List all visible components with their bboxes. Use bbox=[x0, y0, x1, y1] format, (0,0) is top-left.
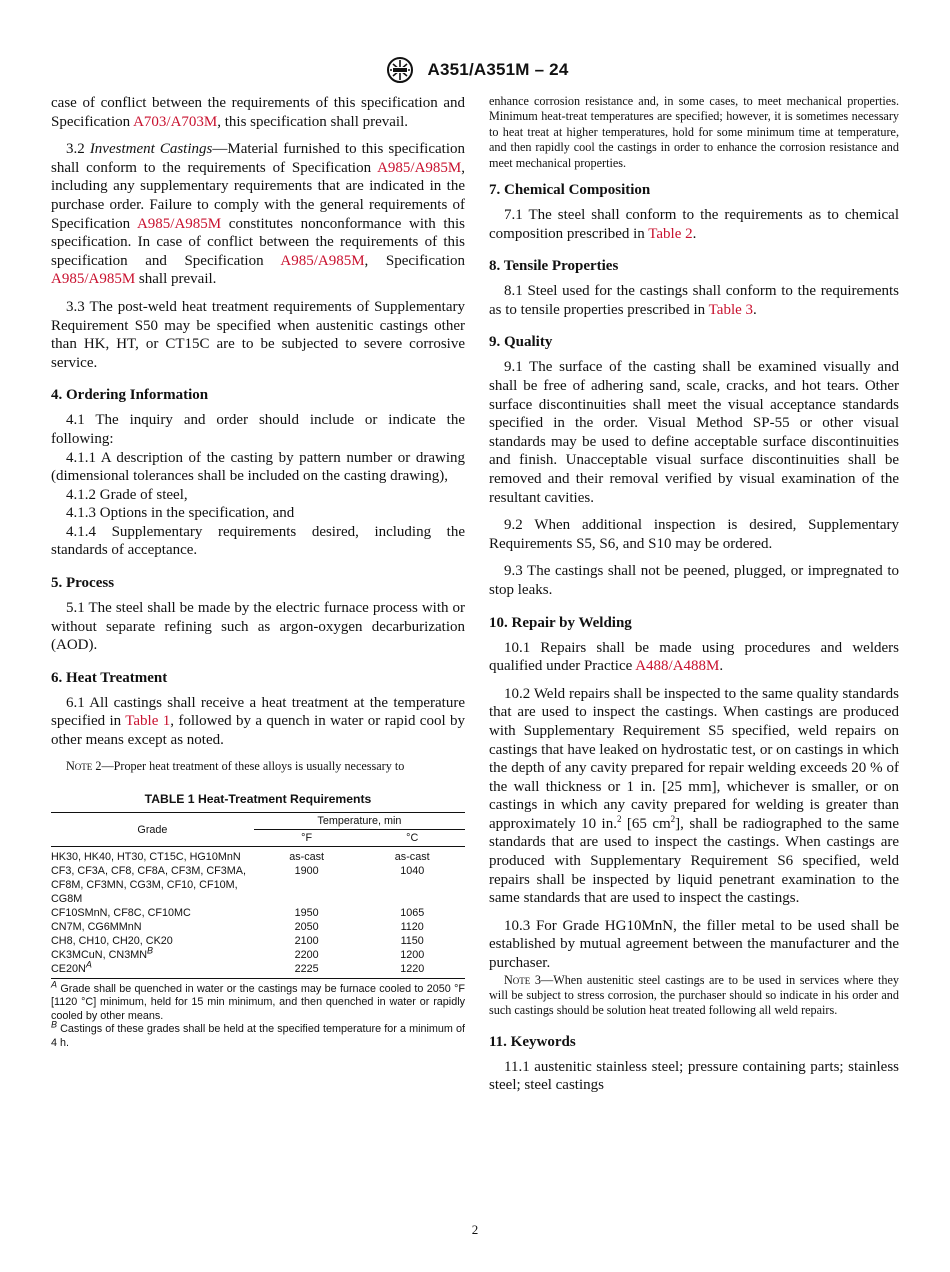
link-a985[interactable]: A985/A985M bbox=[377, 159, 462, 176]
para-4-1-4: 4.1.4 Supplementary requirements desired, including the standards of acceptance. bbox=[51, 523, 465, 559]
para-4-1-2: 4.1.2 Grade of steel, bbox=[66, 486, 188, 503]
table-row: CF3, CF3A, CF8, CF8A, CF3M, CF3MA, CF8M, CF3MN, CG3M, CF10, CF10M, CG8M 1900 1040 bbox=[51, 865, 425, 906]
para-3-3: 3.3 The post-weld heat treatment requirements of Supplementary Requirement S50 may be specified when austenitic castings other than HK, HT, or CT15C are to be subjected to severe corrosive service. bbox=[51, 298, 465, 371]
link-a985[interactable]: A985/A985M bbox=[51, 271, 136, 288]
page-number: 2 bbox=[471, 1222, 479, 1237]
para-4-1-1: 4.1.1 A description of the casting by pattern number or drawing (dimensional tolerances shall be included on the casting drawing), bbox=[51, 449, 465, 485]
table-row: HK30, HK40, HT30, CT15C, HG10MnN as-cast as-cast bbox=[51, 851, 430, 864]
astm-logo-icon bbox=[382, 56, 418, 84]
section-11-heading: 11. Keywords bbox=[489, 1033, 576, 1050]
para-4-1: 4.1 The inquiry and order should include or indicate the following: bbox=[51, 412, 465, 447]
link-table-1[interactable]: Table 1 bbox=[125, 713, 171, 730]
note-2-continued: enhance corrosion resistance and, in some cases, to meet mechanical properties. Minimum heat-treat temperatures are specified; however, it is sometimes necessary to heat treat at higher temperatures, hold for some minimum time at temperature, and then rapidly cool the castings in order to enhance the corrosion resistance and meet mechanical properties. bbox=[489, 94, 899, 170]
table-footnote-b: $^B$ Castings of these grades shall be held at the specified temperature for a minimum of 4 h. bbox=[51, 1019, 465, 1049]
link-table-3[interactable]: Table 3 bbox=[708, 301, 754, 318]
link-a703[interactable]: A703/A703M bbox=[133, 113, 218, 130]
right-column bbox=[489, 94, 899, 1104]
para-6-1: 6.1 All castings shall receive a heat treatment at the temperature specified in Table 1, followed by a quench in water or rapid cool by other means except as noted. bbox=[51, 694, 465, 749]
document-title: A351/A351M – 24 bbox=[427, 60, 569, 79]
para-9-1: 9.1 The surface of the casting shall be examined visually and shall be free of adhering sand, scale, cracks, and hot tears. Other surface discontinuities shall meet the visual acceptance standards specified in the order. Visual Method SP-55 or other visual standards may be used to define acceptable surface discontinuities and finish. Unacceptable visual surface discontinuities shall be removed and their removal verified by visual examination of the resultant cavities. bbox=[489, 359, 899, 506]
table-1-caption: TABLE 1 Heat-Treatment Requirements bbox=[144, 792, 372, 807]
col-header-temperature: Temperature, min bbox=[254, 813, 465, 830]
para-9-2: 9.2 When additional inspection is desired, Supplementary Requirements S5, S6, and S10 may be ordered. bbox=[489, 517, 899, 552]
table-footnote-a: $^A$ Grade shall be quenched in water or the castings may be furnace cooled to 2050 °F [1120 °C] minimum, held for 15 min minimum, and then quenched in water or rapidly cooled by other means. bbox=[51, 979, 465, 1022]
link-a488[interactable]: A488/A488M bbox=[635, 658, 720, 675]
para-8-1: 8.1 Steel used for the castings shall conform to the requirements as to tensile properties prescribed in Table 3. bbox=[489, 283, 899, 318]
para-10-3: 10.3 For Grade HG10MnN, the filler metal to be used shall be established by mutual agreement between the manufacturer and the purchaser. bbox=[489, 917, 899, 972]
para-10-2: 10.2 Weld repairs shall be inspected to the same quality standards that are used to inspect the castings. When castings are produced with Supplementary Requirement S5 specified, weld repairs on castings that have leaked on hydrostatic test, or on castings in which the depth of any cavity prepared for repair welding exceeds 20 % of the wall thickness or 1 in. [25 mm], whichever is smaller, or on castings in which any cavity prepared for welding is greater than approximately 10 in.$^2$ [65 $cm^2$], shall be radiographed to the same standards that are used to inspect the castings. When castings are produced with Supplementary Requirement S6 specified, weld repairs shall be inspected by liquid penetrant examination to the same standards that are used to inspect the castings. bbox=[489, 685, 900, 907]
left-column bbox=[51, 94, 465, 1050]
para-11-1: 11.1 austenitic stainless steel; pressure containing parts; stainless steel; steel castings bbox=[489, 1058, 899, 1094]
col-header-fahrenheit: °F bbox=[254, 830, 360, 847]
para-3-1-continued: case of conflict between the requirements of this specification and Specification A703/A703M, this specification shall prevail. bbox=[51, 95, 465, 130]
para-5-1: 5.1 The steel shall be made by the electric furnace process with or without separate refining such as argon-oxygen decarburization (AOD). bbox=[51, 600, 465, 654]
note-3: Note 3—When austenitic steel castings are to be used in services where they will be subject to stress corrosion, the purchaser should so indicate in his order and such castings should be solution heat treated following all weld repairs. bbox=[489, 972, 900, 1018]
col-header-celsius: °C bbox=[359, 830, 465, 847]
note-2: Note 2—Proper heat treatment of these alloys is usually necessary to bbox=[66, 758, 405, 773]
para-10-1: 10.1 Repairs shall be made using procedures and welders qualified under Practice A488/A488M. bbox=[489, 639, 899, 675]
section-9-heading: 9. Quality bbox=[489, 334, 553, 351]
link-a985[interactable]: A985/A985M bbox=[136, 215, 222, 232]
link-a985[interactable]: A985/A985M bbox=[280, 252, 365, 269]
section-6-heading: 6. Heat Treatment bbox=[51, 669, 168, 686]
section-10-heading: 10. Repair by Welding bbox=[489, 614, 632, 631]
section-4-heading: 4. Ordering Information bbox=[51, 387, 209, 404]
table-row: CN7M, CG6MMnN 2050 1120 bbox=[51, 921, 424, 934]
heat-treatment-table bbox=[51, 812, 465, 979]
section-8-heading: 8. Tensile Properties bbox=[489, 258, 619, 275]
section-5-heading: 5. Process bbox=[51, 575, 115, 592]
table-row: CF10SMnN, CF8C, CF10MC 1950 1065 bbox=[51, 907, 425, 920]
table-row: CK3MCuN, $CN3MN^B$ 2200 1200 bbox=[51, 945, 425, 962]
col-header-grade: Grade bbox=[51, 813, 254, 847]
para-3-2: 3.2 Investment Castings—Material furnished to this specification shall conform to the requirements of Specification A985/A985M, including any supplementary requirements that are indicated in the purchase order. Failure to comply with the general requirements of Specification A985/A985M constitutes nonconformance with this specification. In case of conflict between the requirements of this specification and Specification A985/A985M, Specification A985/A985M shall prevail. bbox=[51, 141, 466, 288]
para-4-1-3: 4.1.3 Options in the specification, and bbox=[66, 505, 295, 522]
section-7-heading: 7. Chemical Composition bbox=[489, 182, 651, 199]
para-9-3: 9.3 The castings shall not be peened, plugged, or impregnated to stop leaks. bbox=[489, 563, 899, 598]
para-7-1: 7.1 The steel shall conform to the requirements as to chemical composition prescribed in Table 2. bbox=[489, 207, 899, 242]
page-header bbox=[0, 56, 950, 84]
table-row: $CE20N^A$ 2225 1220 bbox=[51, 962, 465, 979]
table-row: CH8, CH10, CH20, CK20 2100 1150 bbox=[51, 935, 424, 948]
link-table-2[interactable]: Table 2 bbox=[648, 225, 693, 242]
